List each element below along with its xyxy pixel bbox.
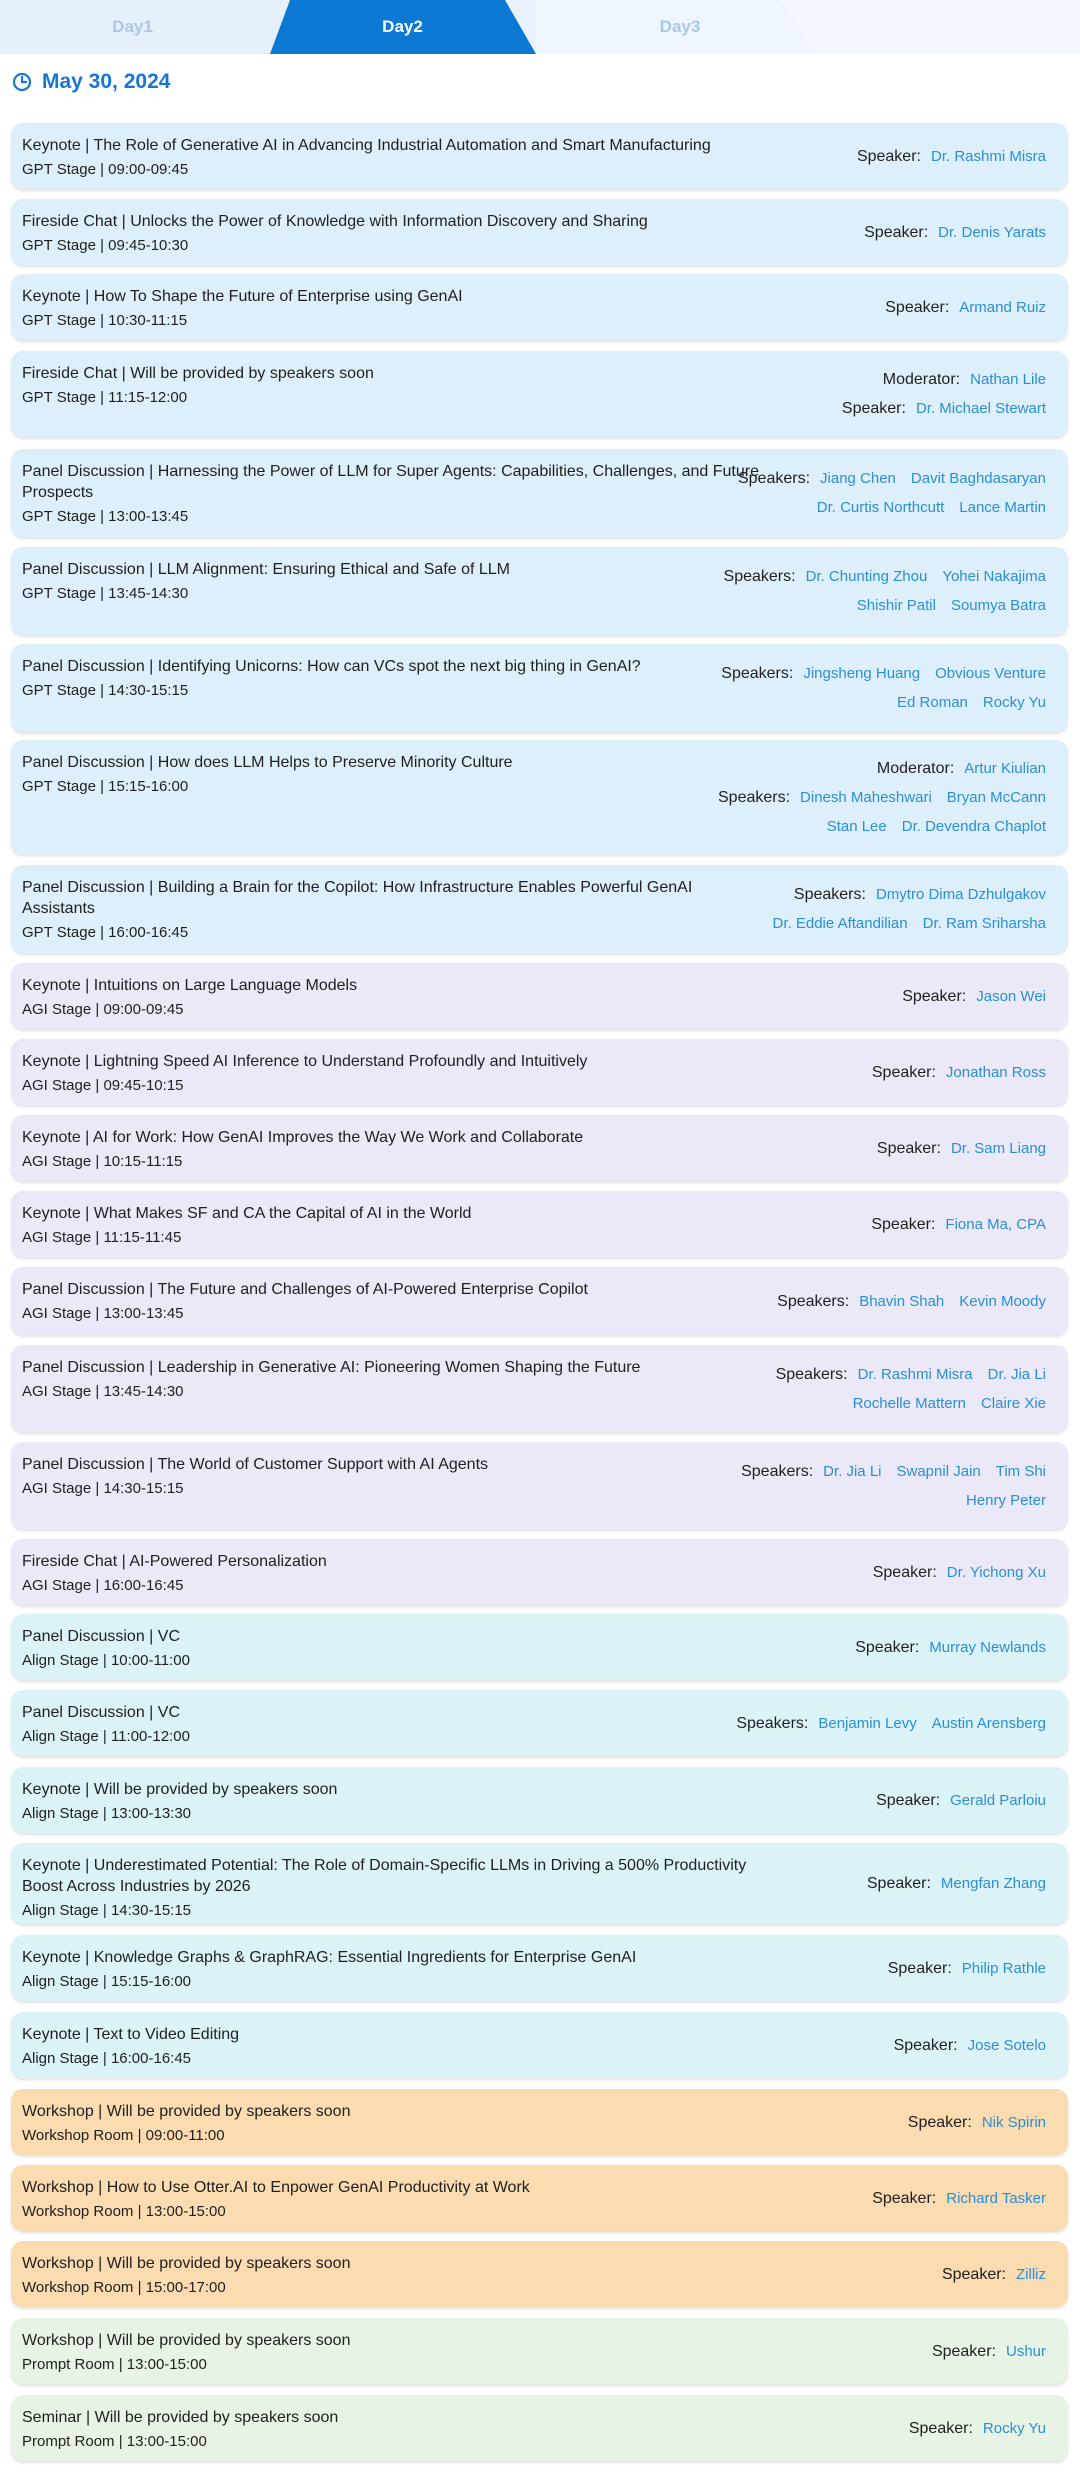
speaker-link[interactable]: Yohei Nakajima bbox=[942, 568, 1046, 585]
speaker-role-label: Moderator: bbox=[882, 371, 961, 388]
speaker-link[interactable]: Jose Sotelo bbox=[967, 2036, 1046, 2054]
speaker-row bbox=[894, 2031, 1046, 2060]
session-card[interactable] bbox=[11, 1614, 1068, 1680]
session-stage-time: GPT Stage | 09:45-10:30 bbox=[22, 237, 189, 254]
session-info bbox=[22, 2407, 762, 2452]
speaker-link[interactable]: Austin Arensberg bbox=[931, 1714, 1046, 1732]
speaker-link[interactable]: Dinesh Maheshwari bbox=[800, 788, 932, 806]
session-card[interactable] bbox=[11, 2241, 1068, 2307]
session-stage-time: GPT Stage | 13:45-14:30 bbox=[22, 585, 189, 602]
speaker-link[interactable]: Tim Shi bbox=[995, 1462, 1046, 1480]
session-card[interactable] bbox=[11, 740, 1068, 854]
session-card[interactable] bbox=[11, 1442, 1068, 1529]
speaker-link[interactable]: Dr. Curtis Northcutt bbox=[816, 499, 945, 516]
speaker-link[interactable]: Richard Tasker bbox=[946, 2189, 1046, 2207]
session-card[interactable] bbox=[11, 1191, 1068, 1257]
session-card[interactable] bbox=[11, 1039, 1068, 1105]
session-title: Keynote | Text to Video Editing bbox=[22, 2026, 240, 2043]
speaker-row bbox=[855, 1633, 1046, 1662]
speaker-role-label: Speakers: bbox=[721, 665, 794, 682]
session-info bbox=[22, 1203, 762, 1248]
session-speakers bbox=[908, 2089, 1046, 2155]
tab-day2[interactable]: Day2 bbox=[382, 17, 423, 36]
session-info bbox=[22, 211, 762, 256]
speaker-row bbox=[842, 591, 1046, 620]
speaker-role-label: Speaker: bbox=[872, 1563, 937, 1581]
session-title: Keynote | Knowledge Graphs & GraphRAG: Essential Ingredients for Enterprise GenAI bbox=[22, 1949, 637, 1966]
session-stage-time: GPT Stage | 09:00-09:45 bbox=[22, 161, 189, 178]
session-stage-time: AGI Stage | 09:45-10:15 bbox=[22, 1077, 184, 1094]
session-card[interactable] bbox=[11, 351, 1068, 437]
session-title: Fireside Chat | AI-Powered Personalization bbox=[22, 1553, 327, 1570]
speaker-role-label: Speaker: bbox=[931, 2342, 996, 2360]
speaker-role-label: Moderator: bbox=[876, 759, 955, 777]
session-title: Keynote | Underestimated Potential: The Role of Domain-Specific LLMs in Driving a 500% Productivity Boost Across Industries by 2026 bbox=[22, 1857, 747, 1895]
session-stage-time: Prompt Room | 13:00-15:00 bbox=[22, 2356, 207, 2373]
session-speakers bbox=[738, 449, 1046, 537]
session-title: Panel Discussion | Harnessing the Power of LLM for Super Agents: Capabilities, Challenges, and Future Prospects bbox=[22, 463, 759, 501]
speaker-link[interactable]: Dr. Michael Stewart bbox=[915, 400, 1046, 417]
speaker-row bbox=[877, 1134, 1046, 1163]
session-stage-time: Align Stage | 15:15-16:00 bbox=[22, 1973, 192, 1990]
speaker-row bbox=[718, 783, 1046, 812]
session-title: Workshop | Will be provided by speakers soon bbox=[22, 2103, 351, 2120]
speaker-row bbox=[876, 1786, 1046, 1815]
speaker-row bbox=[812, 812, 1046, 841]
speaker-link[interactable]: Dr. Jia Li bbox=[823, 1462, 882, 1480]
session-stage-time: GPT Stage | 14:30-15:15 bbox=[22, 682, 189, 699]
speaker-link[interactable]: Ushur bbox=[1005, 2342, 1046, 2360]
speaker-row bbox=[724, 562, 1046, 591]
session-speakers bbox=[894, 2012, 1046, 2078]
day-tabs bbox=[0, 0, 1080, 54]
date-label: May 30, 2024 bbox=[42, 70, 171, 93]
session-info bbox=[22, 1779, 762, 1824]
speaker-link[interactable]: Dr. Yichong Xu bbox=[946, 1563, 1046, 1581]
session-stage-time: AGI Stage | 10:15-11:15 bbox=[22, 1153, 183, 1170]
session-title: Keynote | Intuitions on Large Language Models bbox=[22, 977, 358, 994]
speaker-role-label: Speaker: bbox=[855, 1638, 920, 1656]
session-stage-time: Align Stage | 10:00-11:00 bbox=[22, 1652, 190, 1669]
speaker-role-label: Speaker: bbox=[902, 987, 967, 1005]
speaker-row bbox=[888, 1954, 1046, 1983]
session-speakers bbox=[873, 1539, 1046, 1605]
session-card[interactable] bbox=[11, 644, 1068, 732]
session-info bbox=[22, 2101, 762, 2146]
session-info bbox=[22, 363, 762, 408]
speaker-row bbox=[902, 982, 1046, 1011]
session-title: Panel Discussion | VC bbox=[22, 1628, 180, 1645]
session-stage-time: Workshop Room | 13:00-15:00 bbox=[22, 2203, 226, 2220]
speaker-link[interactable]: Bryan McCann bbox=[946, 788, 1046, 806]
session-card[interactable] bbox=[11, 1935, 1068, 2001]
session-speakers bbox=[857, 123, 1046, 189]
speaker-row bbox=[909, 2414, 1046, 2443]
speaker-role-label: Speaker: bbox=[876, 1791, 941, 1809]
session-info bbox=[22, 1051, 762, 1096]
session-speakers bbox=[842, 351, 1046, 437]
speaker-row bbox=[838, 1389, 1046, 1418]
speaker-row bbox=[872, 2184, 1046, 2213]
session-info bbox=[22, 877, 762, 943]
session-title: Keynote | What Makes SF and CA the Capital of AI in the World bbox=[22, 1205, 472, 1222]
session-title: Keynote | How To Shape the Future of Enterprise using GenAI bbox=[22, 288, 463, 305]
session-stage-time: AGI Stage | 16:00-16:45 bbox=[22, 1577, 184, 1594]
session-stage-time: Align Stage | 16:00-16:45 bbox=[22, 2050, 192, 2067]
session-stage-time: Workshop Room | 09:00-11:00 bbox=[22, 2127, 225, 2144]
session-speakers bbox=[736, 1690, 1046, 1756]
speaker-link[interactable]: Shishir Patil bbox=[856, 597, 936, 614]
session-speakers bbox=[909, 2395, 1046, 2461]
session-title: Panel Discussion | Identifying Unicorns: How can VCs spot the next big thing in GenAI? bbox=[22, 658, 641, 675]
speaker-row bbox=[842, 394, 1046, 423]
speaker-row bbox=[885, 293, 1046, 322]
session-info bbox=[22, 656, 762, 701]
session-card[interactable] bbox=[11, 1345, 1068, 1432]
session-speakers bbox=[888, 1935, 1046, 2001]
speaker-row bbox=[802, 493, 1046, 522]
speaker-link[interactable]: Ed Roman bbox=[897, 694, 968, 711]
speaker-link[interactable]: Mengfan Zhang bbox=[940, 1875, 1046, 1892]
session-title: Panel Discussion | LLM Alignment: Ensuring Ethical and Safe of LLM bbox=[22, 561, 510, 578]
session-card[interactable] bbox=[11, 2318, 1068, 2384]
speaker-link[interactable]: Gerald Parloiu bbox=[950, 1791, 1046, 1809]
speaker-row bbox=[777, 1287, 1046, 1316]
session-stage-time: Align Stage | 11:00-12:00 bbox=[22, 1728, 190, 1745]
session-title: Panel Discussion | The Future and Challenges of AI-Powered Enterprise Copilot bbox=[22, 1281, 588, 1298]
tab-day3[interactable]: Day3 bbox=[659, 17, 701, 36]
speaker-row bbox=[932, 2337, 1046, 2366]
speaker-role-label: Speakers: bbox=[737, 470, 811, 487]
speaker-role-label: Speaker: bbox=[876, 1139, 941, 1157]
speaker-row bbox=[942, 2260, 1046, 2289]
session-stage-time: Align Stage | 14:30-15:15 bbox=[22, 1902, 192, 1919]
session-card[interactable] bbox=[11, 1115, 1068, 1181]
speaker-link[interactable]: Nik Spirin bbox=[981, 2113, 1046, 2131]
schedule-date bbox=[12, 66, 170, 98]
speaker-role-label: Speakers: bbox=[777, 1292, 850, 1310]
session-title: Keynote | Will be provided by speakers soon bbox=[22, 1781, 338, 1798]
speaker-row bbox=[721, 659, 1046, 688]
session-title: Keynote | AI for Work: How GenAI Improves the Way We Work and Collaborate bbox=[22, 1129, 584, 1146]
speaker-link[interactable]: Obvious Venture bbox=[935, 665, 1046, 682]
speaker-link[interactable]: Soumya Batra bbox=[950, 597, 1046, 614]
session-title: Workshop | Will be provided by speakers soon bbox=[22, 2255, 351, 2272]
speaker-link[interactable]: Dr. Devendra Chaplot bbox=[901, 817, 1046, 835]
speaker-link[interactable]: Zilliz bbox=[1016, 2265, 1046, 2283]
speaker-role-label: Speaker: bbox=[871, 1215, 936, 1233]
session-stage-time: Prompt Room | 13:00-15:00 bbox=[22, 2433, 207, 2450]
session-stage-time: AGI Stage | 09:00-09:45 bbox=[22, 1001, 184, 1018]
speaker-link[interactable]: Jingsheng Huang bbox=[803, 665, 921, 682]
session-title: Workshop | How to Use Otter.AI to Enpower GenAI Productivity at Work bbox=[22, 2179, 530, 2196]
session-info bbox=[22, 1279, 762, 1324]
session-stage-time: GPT Stage | 11:15-12:00 bbox=[22, 389, 188, 406]
speaker-role-label: Speakers: bbox=[793, 886, 866, 903]
speaker-row bbox=[951, 1486, 1046, 1515]
speaker-row bbox=[908, 2108, 1046, 2137]
speaker-row bbox=[877, 754, 1046, 783]
speaker-link[interactable]: Armand Ruiz bbox=[959, 298, 1046, 316]
speaker-link[interactable]: Dr. Sam Liang bbox=[950, 1139, 1046, 1157]
session-speakers bbox=[877, 1115, 1046, 1181]
session-info bbox=[22, 1855, 762, 1921]
session-info bbox=[22, 2253, 762, 2298]
speaker-row bbox=[794, 880, 1046, 909]
speaker-link[interactable]: Murray Newlands bbox=[929, 1638, 1046, 1656]
speaker-role-label: Speaker: bbox=[885, 298, 950, 316]
speaker-link[interactable]: Stan Lee bbox=[826, 817, 887, 835]
session-speakers bbox=[758, 865, 1046, 953]
speaker-row bbox=[883, 365, 1046, 394]
speaker-link[interactable]: Benjamin Levy bbox=[818, 1714, 917, 1732]
session-speakers bbox=[942, 2241, 1046, 2307]
speaker-row bbox=[867, 1869, 1046, 1898]
speaker-link[interactable]: Kevin Moody bbox=[959, 1292, 1046, 1310]
speaker-row bbox=[758, 909, 1046, 938]
speaker-link[interactable]: Dr. Chunting Zhou bbox=[805, 568, 928, 585]
session-speakers bbox=[876, 1767, 1046, 1833]
speaker-row bbox=[738, 464, 1046, 493]
speaker-row bbox=[871, 1210, 1046, 1239]
session-info bbox=[22, 135, 762, 180]
session-speakers bbox=[776, 1345, 1046, 1432]
session-title: Keynote | The Role of Generative AI in Advancing Industrial Automation and Smart Manufacturing bbox=[22, 137, 711, 154]
session-card[interactable] bbox=[11, 1767, 1068, 1833]
session-speakers bbox=[932, 2318, 1046, 2384]
speaker-role-label: Speaker: bbox=[907, 2113, 972, 2131]
session-stage-time: GPT Stage | 15:15-16:00 bbox=[22, 778, 189, 795]
speaker-role-label: Speakers: bbox=[723, 568, 796, 585]
speaker-role-label: Speaker: bbox=[864, 223, 929, 241]
speaker-link[interactable]: Jiang Chen bbox=[820, 470, 896, 487]
session-title: Workshop | Will be provided by speakers soon bbox=[22, 2332, 351, 2349]
speaker-link[interactable]: Rochelle Mattern bbox=[852, 1394, 966, 1412]
session-info bbox=[22, 1454, 762, 1499]
speaker-link[interactable]: Dmytro Dima Dzhulgakov bbox=[875, 886, 1046, 903]
session-speakers bbox=[855, 1614, 1046, 1680]
session-speakers bbox=[777, 1267, 1046, 1335]
session-info bbox=[22, 752, 762, 797]
speaker-role-label: Speakers: bbox=[775, 1365, 848, 1383]
session-title: Panel Discussion | The World of Customer Support with AI Agents bbox=[22, 1456, 489, 1473]
session-speakers bbox=[867, 1843, 1046, 1924]
speaker-link[interactable]: Henry Peter bbox=[965, 1491, 1046, 1509]
session-title: Seminar | Will be provided by speakers soon bbox=[22, 2409, 339, 2426]
speaker-row bbox=[741, 1457, 1046, 1486]
speaker-link[interactable]: Davit Baghdasaryan bbox=[910, 470, 1046, 487]
session-card[interactable] bbox=[11, 2012, 1068, 2078]
session-info bbox=[22, 559, 762, 604]
session-info bbox=[22, 1947, 762, 1992]
speaker-link[interactable]: Philip Rathle bbox=[961, 1959, 1046, 1977]
speaker-link[interactable]: Dr. Rashmi Misra bbox=[857, 1365, 973, 1383]
session-card[interactable] bbox=[11, 274, 1068, 340]
session-speakers bbox=[871, 1191, 1046, 1257]
speaker-link[interactable]: Nathan Lile bbox=[970, 371, 1046, 388]
speaker-role-label: Speaker: bbox=[893, 2036, 958, 2054]
session-info bbox=[22, 1357, 762, 1402]
session-speakers bbox=[885, 274, 1046, 340]
session-card[interactable] bbox=[11, 547, 1068, 635]
session-stage-time: AGI Stage | 14:30-15:15 bbox=[22, 1480, 184, 1497]
session-stage-time: AGI Stage | 11:15-11:45 bbox=[22, 1229, 182, 1246]
speaker-role-label: Speaker: bbox=[856, 147, 921, 165]
speaker-row bbox=[882, 688, 1046, 717]
speaker-link[interactable]: Swapnil Jain bbox=[896, 1462, 981, 1480]
speaker-link[interactable]: Dr. Eddie Aftandilian bbox=[772, 915, 908, 932]
session-card[interactable] bbox=[11, 865, 1068, 953]
speaker-row bbox=[857, 142, 1046, 171]
session-card[interactable] bbox=[11, 199, 1068, 265]
speaker-row bbox=[873, 1558, 1046, 1587]
speaker-link[interactable]: Dr. Rashmi Misra bbox=[930, 147, 1046, 165]
speaker-role-label: Speaker: bbox=[866, 1875, 931, 1892]
session-speakers bbox=[741, 1442, 1046, 1529]
speaker-link[interactable]: Dr. Jia Li bbox=[987, 1365, 1046, 1383]
session-card[interactable] bbox=[11, 1267, 1068, 1335]
session-stage-time: GPT Stage | 16:00-16:45 bbox=[22, 924, 189, 941]
session-info bbox=[22, 2330, 762, 2375]
session-stage-time: AGI Stage | 13:00-13:45 bbox=[22, 1305, 184, 1322]
speaker-link[interactable]: Rocky Yu bbox=[982, 694, 1046, 711]
session-title: Fireside Chat | Will be provided by speakers soon bbox=[22, 365, 374, 382]
speaker-role-label: Speakers: bbox=[736, 1714, 809, 1732]
speaker-link[interactable]: Dr. Denis Yarats bbox=[938, 223, 1046, 241]
session-info bbox=[22, 1702, 762, 1747]
speaker-row bbox=[736, 1709, 1046, 1738]
speaker-role-label: Speaker: bbox=[941, 2265, 1006, 2283]
session-card[interactable] bbox=[11, 123, 1068, 189]
session-card[interactable] bbox=[11, 963, 1068, 1029]
speaker-row bbox=[776, 1360, 1046, 1389]
speaker-role-label: Speaker: bbox=[908, 2419, 973, 2437]
speaker-link[interactable]: Jonathan Ross bbox=[945, 1063, 1046, 1081]
session-stage-time: GPT Stage | 13:00-13:45 bbox=[22, 508, 189, 525]
session-speakers bbox=[872, 2165, 1046, 2231]
session-speakers bbox=[902, 963, 1046, 1029]
session-stage-time: GPT Stage | 10:30-11:15 bbox=[22, 312, 188, 329]
session-speakers bbox=[724, 547, 1046, 635]
speaker-link[interactable]: Lance Martin bbox=[959, 499, 1046, 516]
session-title: Keynote | Lightning Speed AI Inference to Understand Profoundly and Intuitively bbox=[22, 1053, 588, 1070]
session-card[interactable] bbox=[11, 2165, 1068, 2231]
session-title: Panel Discussion | Leadership in Generative AI: Pioneering Women Shaping the Future bbox=[22, 1359, 641, 1376]
speaker-role-label: Speaker: bbox=[841, 400, 906, 417]
session-info bbox=[22, 975, 762, 1020]
session-stage-time: Workshop Room | 15:00-17:00 bbox=[22, 2279, 226, 2296]
session-card[interactable] bbox=[11, 2395, 1068, 2461]
clock-icon bbox=[12, 72, 32, 92]
session-info bbox=[22, 2024, 762, 2069]
session-card[interactable] bbox=[11, 1539, 1068, 1605]
session-title: Fireside Chat | Unlocks the Power of Knowledge with Information Discovery and Sharing bbox=[22, 213, 648, 230]
speaker-row bbox=[864, 218, 1046, 247]
speaker-link[interactable]: Artur Kiulian bbox=[964, 759, 1046, 777]
speaker-link[interactable]: Jason Wei bbox=[976, 987, 1046, 1005]
session-stage-time: Align Stage | 13:00-13:30 bbox=[22, 1805, 192, 1822]
session-speakers bbox=[864, 199, 1046, 265]
speaker-link[interactable]: Claire Xie bbox=[980, 1394, 1046, 1412]
speaker-role-label: Speakers: bbox=[718, 788, 791, 806]
speaker-role-label: Speakers: bbox=[741, 1462, 814, 1480]
session-info bbox=[22, 461, 762, 527]
session-title: Panel Discussion | How does LLM Helps to Preserve Minority Culture bbox=[22, 754, 513, 771]
session-info bbox=[22, 1551, 762, 1596]
session-speakers bbox=[718, 740, 1046, 854]
session-card[interactable] bbox=[11, 2089, 1068, 2155]
session-info bbox=[22, 286, 762, 331]
session-speakers bbox=[872, 1039, 1046, 1105]
session-card[interactable] bbox=[11, 449, 1068, 537]
session-stage-time: AGI Stage | 13:45-14:30 bbox=[22, 1383, 184, 1400]
speaker-role-label: Speaker: bbox=[871, 1063, 936, 1081]
speaker-role-label: Speaker: bbox=[887, 1959, 952, 1977]
speaker-link[interactable]: Bhavin Shah bbox=[859, 1292, 945, 1310]
session-title: Panel Discussion | VC bbox=[22, 1704, 180, 1721]
tab-day1[interactable]: Day1 bbox=[112, 17, 153, 36]
session-title: Panel Discussion | Building a Brain for the Copilot: How Infrastructure Enables Powerful GenAI Assistants bbox=[22, 879, 693, 917]
session-info bbox=[22, 1127, 762, 1172]
session-speakers bbox=[721, 644, 1046, 732]
session-info bbox=[22, 1626, 762, 1671]
session-info bbox=[22, 2177, 762, 2222]
speaker-link[interactable]: Dr. Ram Sriharsha bbox=[922, 915, 1046, 932]
speaker-link[interactable]: Fiona Ma, CPA bbox=[945, 1215, 1046, 1233]
speaker-link[interactable]: Rocky Yu bbox=[982, 2419, 1046, 2437]
speaker-role-label: Speaker: bbox=[872, 2189, 937, 2207]
session-card[interactable] bbox=[11, 1843, 1068, 1924]
speaker-row bbox=[872, 1058, 1046, 1087]
session-card[interactable] bbox=[11, 1690, 1068, 1756]
